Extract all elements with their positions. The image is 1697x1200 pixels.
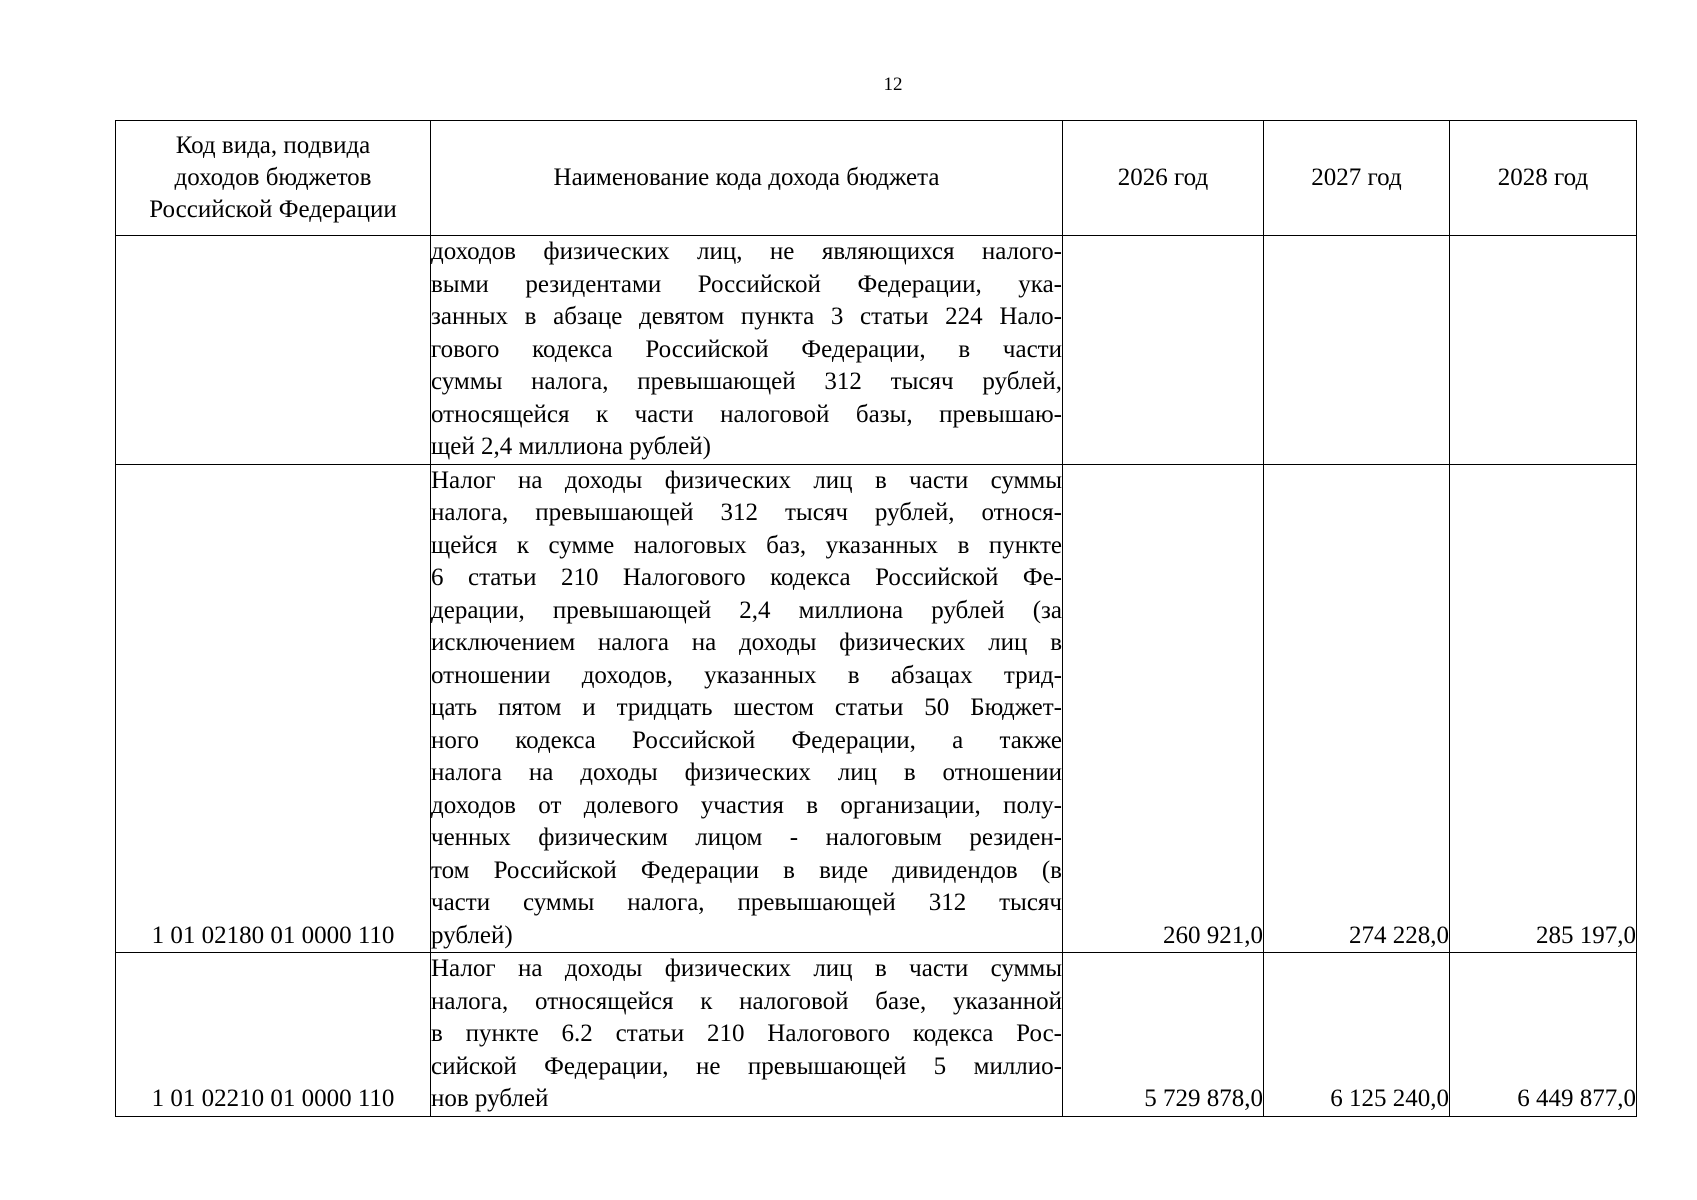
- header-code: [116, 121, 431, 236]
- row-name-line: ного кодекса Российской Федерации, а также: [431, 726, 1062, 754]
- row-name-line: 6 статьи 210 Налогового кодекса Российской Фе-: [431, 564, 1062, 591]
- row-name-line: части суммы налога, превышающей 312 тысяч: [431, 889, 1062, 916]
- header-year-2026: 2026 год: [1063, 121, 1264, 236]
- row-name-line: Налог на доходы физических лиц в части суммы: [431, 955, 1062, 982]
- header-year-2028: 2028 год: [1450, 121, 1637, 236]
- row-name-line: нов рублей: [431, 1085, 549, 1112]
- page-number: 12: [883, 74, 903, 95]
- row-name-line: цать пятом и тридцать шестом статьи 50 Бюджет-: [431, 694, 1062, 721]
- row-value-2026: [1063, 236, 1264, 465]
- row-name-line: налога, относящейся к налоговой базе, указанной: [431, 987, 1062, 1015]
- row-value-2028: 285 197,0: [1450, 464, 1637, 953]
- header-name: Наименование кода дохода бюджета: [431, 121, 1063, 236]
- row-name-line: гового кодекса Российской Федерации, в части: [431, 335, 1062, 363]
- row-code: 1 01 02180 01 0000 110: [116, 464, 431, 953]
- table-row: [116, 953, 1637, 1117]
- row-name-line: щей 2,4 миллиона рублей): [431, 433, 711, 460]
- row-name-line: доходов от долевого участия в организации, полу-: [431, 791, 1062, 819]
- row-name-line: исключением налога на доходы физических лиц в: [431, 629, 1062, 656]
- row-name-line: ченных физическим лицом - налоговым резиден-: [431, 824, 1062, 851]
- row-name: [431, 464, 1063, 953]
- row-name-line: сийской Федерации, не превышающей 5 миллио-: [431, 1052, 1062, 1080]
- row-name-line: относящейся к части налоговой базы, превышаю-: [431, 400, 1062, 428]
- row-value-2027: 274 228,0: [1264, 464, 1450, 953]
- row-name-line: Налог на доходы физических лиц в части суммы: [431, 466, 1062, 494]
- header-code-line: Российской Федерации: [149, 196, 397, 223]
- row-name: [431, 236, 1063, 465]
- row-code: 1 01 02210 01 0000 110: [116, 953, 431, 1117]
- row-name-line: в пункте 6.2 статьи 210 Налогового кодекса Рос-: [431, 1020, 1062, 1047]
- row-name-line: занных в абзаце девятом пункта 3 статьи 224 Нало-: [431, 303, 1062, 330]
- row-value-2028: 6 449 877,0: [1450, 953, 1637, 1117]
- header-code-line: доходов бюджетов: [174, 164, 372, 191]
- row-value-2026: 5 729 878,0: [1063, 953, 1264, 1117]
- row-name-line: налога на доходы физических лиц в отношении: [431, 759, 1062, 786]
- row-name: [431, 953, 1063, 1117]
- row-value-2026: 260 921,0: [1063, 464, 1264, 953]
- row-name-line: том Российской Федерации в виде дивидендов (в: [431, 856, 1062, 884]
- row-name-line: налога, превышающей 312 тысяч рублей, относя-: [431, 499, 1062, 526]
- header-year-2027: 2027 год: [1264, 121, 1450, 236]
- table-row: [116, 236, 1637, 465]
- row-code: [116, 236, 431, 465]
- row-name-line: отношении доходов, указанных в абзацах трид-: [431, 661, 1062, 689]
- row-name-line: рублей): [431, 921, 513, 949]
- row-name-line: выми резидентами Российской Федерации, ука-: [431, 270, 1062, 298]
- row-value-2028: [1450, 236, 1637, 465]
- row-name-line: доходов физических лиц, не являющихся налого-: [431, 238, 1062, 265]
- row-name-line: суммы налога, превышающей 312 тысяч рублей,: [431, 368, 1062, 395]
- row-name-line: дерации, превышающей 2,4 миллиона рублей (за: [431, 596, 1062, 624]
- budget-revenue-table: [115, 120, 1637, 1117]
- row-value-2027: 6 125 240,0: [1264, 953, 1450, 1117]
- row-name-line: щейся к сумме налоговых баз, указанных в пункте: [431, 531, 1062, 559]
- table-row: [116, 464, 1637, 953]
- row-value-2027: [1264, 236, 1450, 465]
- header-code-line: Код вида, подвида: [175, 132, 371, 159]
- table-header-row: [116, 121, 1637, 236]
